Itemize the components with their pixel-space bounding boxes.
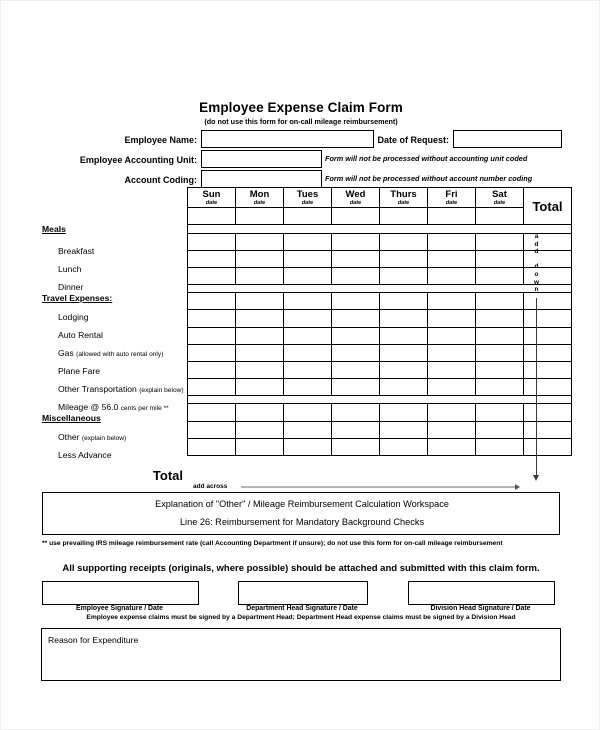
add-across-label: add across <box>193 483 228 490</box>
cell-plane-fare-thurs[interactable] <box>380 344 428 361</box>
cell-other-wed[interactable] <box>332 404 380 421</box>
section-label-miscellaneous: Miscellaneous <box>42 413 101 423</box>
section-row-miscellaneous <box>188 395 572 404</box>
cell-dinner-sun[interactable] <box>188 267 236 284</box>
reason-for-expenditure-label: Reason for Expenditure <box>48 635 139 645</box>
cell-other-transportation-mon[interactable] <box>236 361 284 378</box>
cell-auto-rental-total[interactable] <box>524 310 572 327</box>
cell-auto-rental-fri[interactable] <box>428 310 476 327</box>
cell-less-advance-sat[interactable] <box>476 421 524 438</box>
employee-accounting-unit-label: Employee Accounting Unit: <box>79 155 197 165</box>
receipts-statement: All supporting receipts (originals, where possible) should be attached and submitted with this claim form. <box>62 563 540 574</box>
row-label-plane-fare: Plane Fare <box>58 366 101 376</box>
employee-name-label: Employee Name: <box>124 135 197 145</box>
column-header-sat: Sat date <box>476 188 524 208</box>
cell-gas-fri[interactable] <box>428 327 476 344</box>
department-head-signature-field[interactable] <box>238 581 368 605</box>
table-row-mileage <box>188 378 572 395</box>
cell-plane-fare-sun[interactable] <box>188 344 236 361</box>
account-coding-label: Account Coding: <box>124 175 197 185</box>
row-label-gas-text: Gas <box>58 348 74 358</box>
cell-other-total[interactable] <box>524 404 572 421</box>
cell-lodging-tues[interactable] <box>284 293 332 310</box>
table-row-breakfast <box>188 233 572 250</box>
cell-gas-total[interactable] <box>524 327 572 344</box>
cell-breakfast-sun[interactable] <box>188 233 236 250</box>
total-row-label: Total <box>152 468 183 483</box>
cell-other-transportation-tues[interactable] <box>284 361 332 378</box>
cell-mileage-thurs[interactable] <box>380 378 428 395</box>
table-row-plane-fare <box>188 344 572 361</box>
cell-other-mon[interactable] <box>236 404 284 421</box>
cell-gas-sat[interactable] <box>476 327 524 344</box>
section-divider-travel-expenses <box>188 284 572 293</box>
header-spacer-cell <box>284 208 332 225</box>
cell-total-fri[interactable] <box>428 438 476 455</box>
cell-dinner-thurs[interactable] <box>380 267 428 284</box>
cell-gas-thurs[interactable] <box>380 327 428 344</box>
cell-other-sun[interactable] <box>188 404 236 421</box>
cell-lunch-wed[interactable] <box>332 250 380 267</box>
cell-breakfast-thurs[interactable] <box>380 233 428 250</box>
row-label-other-note: (explain below) <box>81 435 127 442</box>
cell-dinner-sat[interactable] <box>476 267 524 284</box>
section-divider-meals <box>188 225 572 234</box>
header-spacer-cell <box>236 208 284 225</box>
row-label-lunch: Lunch <box>58 264 82 274</box>
add-across-line <box>241 486 516 488</box>
table-row-auto-rental <box>188 310 572 327</box>
cell-mileage-fri[interactable] <box>428 378 476 395</box>
cell-auto-rental-wed[interactable] <box>332 310 380 327</box>
column-header-fri: Fri date <box>428 188 476 208</box>
header-spacer-cell <box>428 208 476 225</box>
cell-less-advance-wed[interactable] <box>332 421 380 438</box>
cell-lodging-sun[interactable] <box>188 293 236 310</box>
column-header-total: Total <box>524 188 572 225</box>
section-label-meals: Meals <box>42 224 66 234</box>
employee-signature-field[interactable] <box>42 581 199 605</box>
cell-lunch-sat[interactable] <box>476 250 524 267</box>
date-of-request-label: Date of Request: <box>377 135 449 145</box>
header-spacer-cell <box>380 208 428 225</box>
row-label-mileage-note: cents per mile ** <box>120 405 169 412</box>
section-row-meals <box>188 225 572 234</box>
cell-grand-total[interactable] <box>524 438 572 455</box>
cell-breakfast-total[interactable] <box>524 233 572 250</box>
table-row-lunch <box>188 250 572 267</box>
row-label-auto-rental: Auto Rental <box>58 330 103 340</box>
cell-gas-mon[interactable] <box>236 327 284 344</box>
table-row-gas <box>188 327 572 344</box>
row-label-dinner: Dinner <box>58 282 84 292</box>
cell-lodging-sat[interactable] <box>476 293 524 310</box>
cell-mileage-sun[interactable] <box>188 378 236 395</box>
cell-lunch-mon[interactable] <box>236 250 284 267</box>
add-down-line <box>536 298 537 478</box>
cell-lunch-fri[interactable] <box>428 250 476 267</box>
cell-plane-fare-total[interactable] <box>524 344 572 361</box>
table-row-other <box>188 404 572 421</box>
cell-less-advance-sun[interactable] <box>188 421 236 438</box>
cell-other-tues[interactable] <box>284 404 332 421</box>
cell-mileage-wed[interactable] <box>332 378 380 395</box>
section-label-travel-expenses: Travel Expenses: <box>42 293 113 303</box>
department-head-signature-label: Department Head Signature / Date <box>246 605 358 612</box>
expense-table <box>187 187 572 456</box>
cell-breakfast-wed[interactable] <box>332 233 380 250</box>
column-header-wed: Wed date <box>332 188 380 208</box>
cell-other-sat[interactable] <box>476 404 524 421</box>
account-coding-input[interactable] <box>201 170 322 188</box>
cell-breakfast-fri[interactable] <box>428 233 476 250</box>
table-header-spacer-row <box>188 208 572 225</box>
cell-mileage-sat[interactable] <box>476 378 524 395</box>
cell-breakfast-mon[interactable] <box>236 233 284 250</box>
header-fields <box>1 130 600 188</box>
row-label-other-transportation-text: Other Transportation <box>58 384 137 394</box>
explanation-line-26: Line 26: Reimbursement for Mandatory Background Checks <box>179 517 425 527</box>
employee-accounting-unit-input[interactable] <box>201 150 322 168</box>
column-header-thurs: Thurs date <box>380 188 428 208</box>
cell-gas-sun[interactable] <box>188 327 236 344</box>
cell-breakfast-tues[interactable] <box>284 233 332 250</box>
cell-other-fri[interactable] <box>428 404 476 421</box>
cell-dinner-total[interactable] <box>524 267 572 284</box>
cell-lodging-thurs[interactable] <box>380 293 428 310</box>
cell-other-thurs[interactable] <box>380 404 428 421</box>
header-spacer-cell <box>188 208 236 225</box>
header-spacer-cell <box>476 208 524 225</box>
reason-for-expenditure-box[interactable] <box>41 628 561 681</box>
date-of-request-input[interactable] <box>453 130 562 148</box>
cell-mileage-tues[interactable] <box>284 378 332 395</box>
cell-auto-rental-sun[interactable] <box>188 310 236 327</box>
cell-total-sun[interactable] <box>188 438 236 455</box>
cell-plane-fare-mon[interactable] <box>236 344 284 361</box>
cell-mileage-mon[interactable] <box>236 378 284 395</box>
add-across-arrow-icon <box>515 484 520 490</box>
cell-lunch-tues[interactable] <box>284 250 332 267</box>
cell-total-thurs[interactable] <box>380 438 428 455</box>
header-spacer-cell <box>332 208 380 225</box>
row-label-other-text: Other <box>58 432 80 442</box>
row-label-lodging: Lodging <box>58 312 89 322</box>
section-row-travel-expenses <box>188 284 572 293</box>
column-header-mon: Mon date <box>236 188 284 208</box>
cell-dinner-mon[interactable] <box>236 267 284 284</box>
cell-dinner-tues[interactable] <box>284 267 332 284</box>
cell-lodging-wed[interactable] <box>332 293 380 310</box>
row-label-breakfast: Breakfast <box>58 246 95 256</box>
table-row-dinner <box>188 267 572 284</box>
cell-other-transportation-sun[interactable] <box>188 361 236 378</box>
signature-note: Employee expense claims must be signed by a Department Head; Department Head expense claims must be signed by a Division Head <box>86 614 516 621</box>
cell-plane-fare-sat[interactable] <box>476 344 524 361</box>
cell-total-wed[interactable] <box>332 438 380 455</box>
cell-plane-fare-tues[interactable] <box>284 344 332 361</box>
cell-dinner-fri[interactable] <box>428 267 476 284</box>
cell-other-transportation-thurs[interactable] <box>380 361 428 378</box>
cell-less-advance-thurs[interactable] <box>380 421 428 438</box>
section-divider-miscellaneous <box>188 395 572 404</box>
cell-breakfast-sat[interactable] <box>476 233 524 250</box>
row-label-mileage-text: Mileage @ 56.0 <box>58 402 119 412</box>
division-head-signature-label: Division Head Signature / Date <box>430 605 531 612</box>
page-title: Employee Expense Claim Form <box>199 100 403 115</box>
cell-auto-rental-mon[interactable] <box>236 310 284 327</box>
cell-lunch-total[interactable] <box>524 250 572 267</box>
cell-total-mon[interactable] <box>236 438 284 455</box>
employee-signature-label: Employee Signature / Date <box>76 605 163 612</box>
cell-auto-rental-sat[interactable] <box>476 310 524 327</box>
cell-lunch-thurs[interactable] <box>380 250 428 267</box>
table-row-less-advance <box>188 421 572 438</box>
cell-other-transportation-wed[interactable] <box>332 361 380 378</box>
cell-less-advance-fri[interactable] <box>428 421 476 438</box>
row-label-less-advance: Less Advance <box>58 450 112 460</box>
cell-total-sat[interactable] <box>476 438 524 455</box>
cell-other-transportation-sat[interactable] <box>476 361 524 378</box>
cell-total-tues[interactable] <box>284 438 332 455</box>
cell-auto-rental-tues[interactable] <box>284 310 332 327</box>
cell-lodging-fri[interactable] <box>428 293 476 310</box>
explanation-workspace-box[interactable] <box>42 492 560 535</box>
row-label-gas-note: (allowed with auto rental only) <box>76 351 164 358</box>
division-head-signature-field[interactable] <box>408 581 555 605</box>
cell-plane-fare-wed[interactable] <box>332 344 380 361</box>
cell-lunch-sun[interactable] <box>188 250 236 267</box>
cell-gas-wed[interactable] <box>332 327 380 344</box>
account-coding-note: Form will not be processed without account number coding <box>325 174 533 183</box>
cell-other-transportation-fri[interactable] <box>428 361 476 378</box>
page-subtitle: (do not use this form for on-call mileage reimbursement) <box>204 117 398 126</box>
cell-other-transportation-total[interactable] <box>524 361 572 378</box>
explanation-title: Explanation of "Other" / Mileage Reimbursement Calculation Workspace <box>155 499 449 509</box>
accounting-unit-note: Form will not be processed without accounting unit coded <box>325 154 528 163</box>
row-label-other-transportation-note: (explain below) <box>139 387 184 394</box>
cell-lodging-total[interactable] <box>524 293 572 310</box>
cell-less-advance-total[interactable] <box>524 421 572 438</box>
table-header-row <box>188 188 572 208</box>
add-down-label: a d d d o w n <box>533 233 540 294</box>
cell-mileage-total[interactable] <box>524 378 572 395</box>
cell-less-advance-tues[interactable] <box>284 421 332 438</box>
cell-auto-rental-thurs[interactable] <box>380 310 428 327</box>
add-down-arrow-icon <box>533 475 539 481</box>
cell-plane-fare-fri[interactable] <box>428 344 476 361</box>
cell-less-advance-mon[interactable] <box>236 421 284 438</box>
table-row-other-transportation <box>188 361 572 378</box>
table-row-total <box>188 438 572 455</box>
table-row-lodging <box>188 293 572 310</box>
mileage-footnote: ** use prevailing IRS mileage reimbursement rate (call Accounting Department if unsure); do not use this form for on-call mileage reimbursement <box>42 540 503 547</box>
cell-dinner-wed[interactable] <box>332 267 380 284</box>
column-header-sun: Sun date <box>188 188 236 208</box>
column-header-tues: Tues date <box>284 188 332 208</box>
cell-gas-tues[interactable] <box>284 327 332 344</box>
expense-grid <box>187 187 572 456</box>
cell-lodging-mon[interactable] <box>236 293 284 310</box>
